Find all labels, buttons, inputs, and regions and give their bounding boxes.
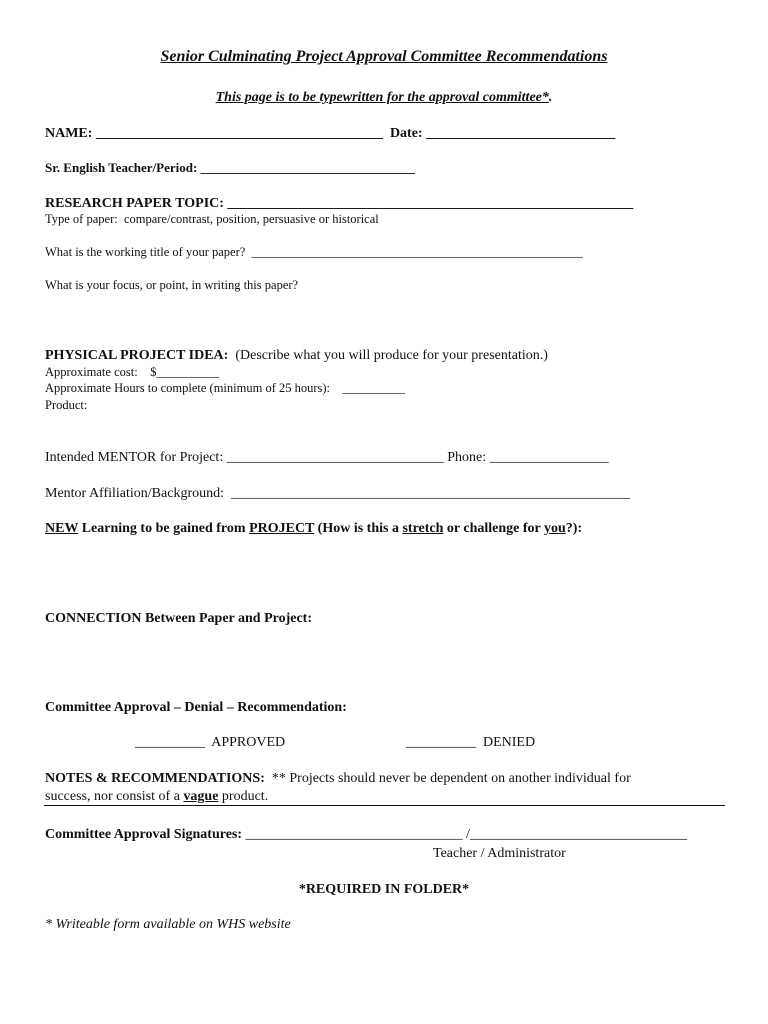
cost-field[interactable]: __________ [156,365,219,379]
signature-slash: / [462,827,470,842]
project-keyword: PROJECT [249,521,315,536]
working-title-row [45,246,583,260]
committee-heading: Committee Approval – Denial – Recommendation: [45,700,347,715]
notes-text-2b: product. [218,789,269,804]
new-learning-heading [45,521,582,536]
mentor-field[interactable]: _______________________________ [226,450,444,465]
date-label: Date: [382,126,427,141]
stretch-keyword: stretch [402,521,444,536]
signatures-row [45,827,687,842]
denied-label: DENIED [476,735,536,750]
working-title-field[interactable]: _____________________________________________________ [251,245,583,259]
signature-field-teacher[interactable]: _______________________________ [245,827,463,842]
hours-label: Approximate Hours to complete (minimum of 25 hours): [45,381,343,395]
physical-project-label: PHYSICAL PROJECT IDEA: [45,348,229,363]
required-notice: *REQUIRED IN FOLDER* [298,882,470,897]
denied-option [406,735,535,750]
denied-field[interactable]: __________ [406,735,476,750]
working-title-label: What is the working title of your paper? [45,245,252,259]
notes-row-1 [45,771,631,786]
hours-field[interactable]: __________ [342,381,406,395]
name-date-row [45,126,615,141]
phone-label: Phone: [443,450,490,465]
physical-project-row [45,348,548,363]
signatures-label: Committee Approval Signatures: [45,827,246,842]
teacher-field[interactable]: _________________________________ [200,160,416,175]
date-field[interactable]: ___________________________ [426,126,616,141]
subtitle-text: This page is to be typewritten for the approval committee* [215,90,549,105]
form-subtitle [0,90,768,105]
hours-row [45,382,405,396]
connection-heading: CONNECTION Between Paper and Project: [45,611,313,626]
divider-line [44,805,725,806]
teacher-label: Sr. English Teacher/Period: [45,160,201,175]
affiliation-field[interactable]: _________________________________________________________ [231,486,630,501]
approved-option [135,735,285,750]
name-field[interactable]: _________________________________________ [95,126,383,141]
form-title: Senior Culminating Project Approval Committee Recommendations [160,48,608,65]
approved-label: APPROVED [205,735,286,750]
research-topic-field[interactable]: __________________________________________________________ [227,196,634,211]
teacher-row [45,161,415,175]
notes-text-2a: success, nor consist of a [45,789,184,804]
notes-label: NOTES & RECOMMENDATIONS: [45,771,265,786]
cost-label: Approximate cost: $ [45,365,157,379]
footnote: * Writeable form available on WHS website [45,917,291,932]
signatures-caption: Teacher / Administrator [433,846,566,861]
approved-field[interactable]: __________ [135,735,205,750]
notes-text-1: ** Projects should never be dependent on another individual for [264,771,631,786]
paper-type-text: Type of paper: compare/contrast, position, persuasive or historical [45,212,379,226]
research-topic-label: RESEARCH PAPER TOPIC: [45,196,228,211]
name-label: NAME: [45,126,96,141]
you-keyword: you [543,521,566,536]
physical-project-desc: (Describe what you will produce for your presentation.) [228,348,548,363]
research-topic-row [45,196,633,211]
vague-keyword: vague [183,789,219,804]
mentor-row [45,450,609,465]
new-learning-text-1: Learning to be gained from [78,521,250,536]
new-learning-text-2: (How is this a [314,521,403,536]
focus-question: What is your focus, or point, in writing this paper? [45,278,299,292]
mentor-label: Intended MENTOR for Project: [45,450,227,465]
cost-row [45,366,219,380]
notes-row-2 [45,789,268,804]
signature-field-admin[interactable]: _______________________________ [469,827,687,842]
affiliation-label: Mentor Affiliation/Background: [45,486,231,501]
subtitle-period: . [548,90,553,105]
new-learning-text-4: ?): [565,521,583,536]
product-label: Product: [45,398,88,412]
phone-field[interactable]: _________________ [489,450,609,465]
new-learning-text-3: or challenge for [443,521,544,536]
affiliation-row [45,486,630,501]
new-keyword: NEW [45,521,79,536]
